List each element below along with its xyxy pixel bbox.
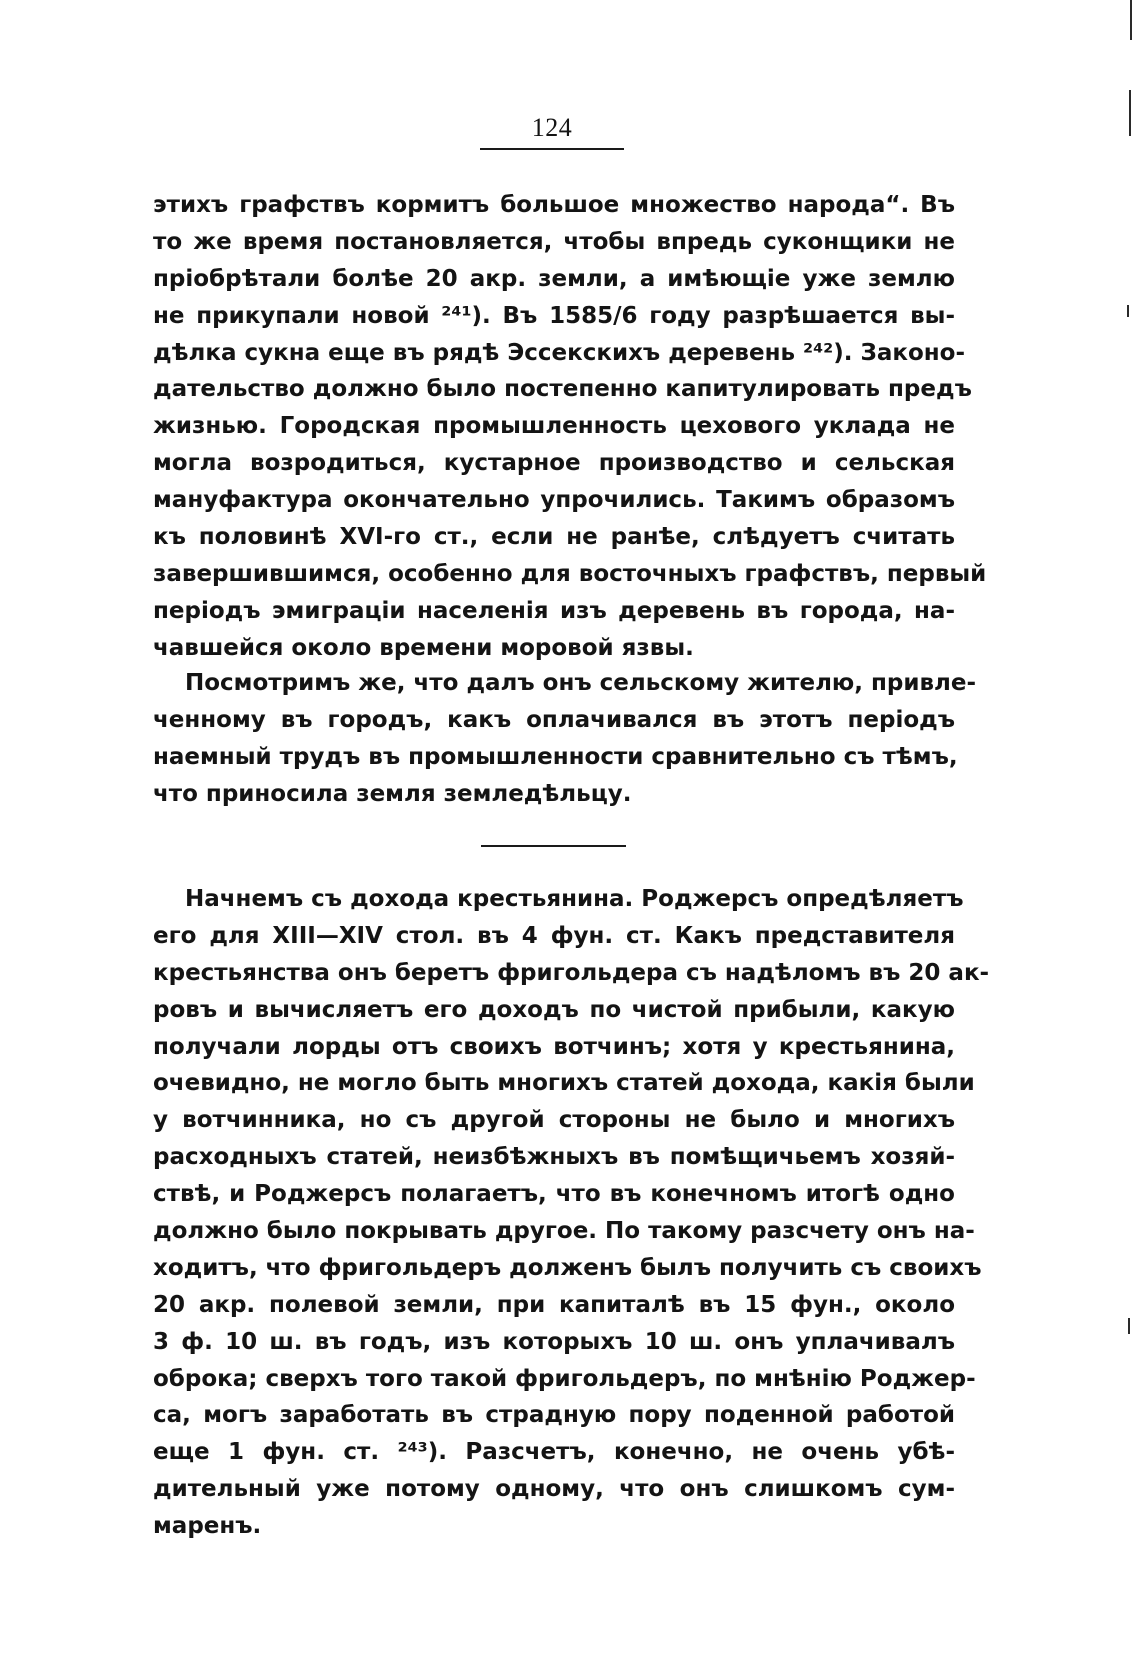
- text-line: Посмотримъ же, что далъ онъ сельскому жителю, привле-: [185, 670, 977, 696]
- page-number: 124: [531, 113, 573, 142]
- text-line: еще 1 фун. ст. ²⁴³). Разсчетъ, конечно, не очень убѣ-: [153, 1439, 955, 1466]
- text-line: Начнемъ съ дохода крестьянина. Роджерсъ опредѣляетъ: [185, 886, 964, 912]
- paragraph-2: [153, 665, 977, 813]
- text-line: дательство должно было постепенно капитулировать предъ: [153, 376, 972, 403]
- text-line: у вотчинника, но съ другой стороны не было и многихъ: [153, 1107, 955, 1134]
- text-line: ченному въ городъ, какъ оплачивался въ этотъ періодъ: [153, 706, 955, 733]
- text-line: къ половинѣ XVI-го ст., если не ранѣе, слѣдуетъ считать: [153, 524, 955, 551]
- text-line: ствѣ, и Роджерсъ полагаетъ, что въ конечномъ итогѣ одно: [153, 1181, 955, 1208]
- text-line: пріобрѣтали болѣе 20 акр. земли, а имѣющіе уже землю: [153, 265, 955, 292]
- paragraph-3: [153, 881, 990, 1545]
- text-line: то же время постановляется, чтобы впредь суконщики не: [153, 228, 955, 255]
- text-line: могла возродиться, кустарное производство и сельская: [153, 450, 955, 477]
- text-line: расходныхъ статей, неизбѣжныхъ въ помѣщичьемъ хозяй-: [153, 1144, 955, 1171]
- text-line: его для XIII—XIV стол. въ 4 фун. ст. Какъ представителя: [153, 922, 955, 949]
- text-line: маренъ.: [153, 1513, 262, 1540]
- text-line: дѣлка сукна еще въ рядѣ Эссекскихъ деревень ²⁴²). Законо-: [153, 339, 966, 366]
- text-line: оброка; сверхъ того такой фригольдеръ, по мнѣнію Роджер-: [153, 1365, 976, 1392]
- text-line: ровъ и вычисляетъ его доходъ по чистой прибыли, какую: [153, 996, 955, 1023]
- text-line: наемный трудъ въ промышленности сравнительно съ тѣмъ,: [153, 743, 958, 770]
- text-line: дительный уже потому одному, что онъ слишкомъ сум-: [153, 1476, 955, 1503]
- section-divider: [481, 845, 626, 847]
- text-line: 3 ф. 10 ш. въ годъ, изъ которыхъ 10 ш. онъ уплачивалъ: [153, 1328, 955, 1355]
- text-line: получали лорды отъ своихъ вотчинъ; хотя у крестьянина,: [153, 1033, 955, 1060]
- text-line: періодъ эмиграціи населенія изъ деревень въ города, на-: [153, 597, 955, 624]
- text-line: 20 акр. полевой земли, при капиталѣ въ 15 фун., около: [153, 1291, 955, 1318]
- scan-edge-mark: [1127, 305, 1129, 317]
- text-line: не прикупали новой ²⁴¹). Въ 1585/6 году разрѣшается вы-: [153, 302, 955, 329]
- text-line: чавшейся около времени моровой язвы.: [153, 634, 694, 661]
- scan-edge-mark: [1130, 0, 1132, 40]
- text-line: завершившимся, особенно для восточныхъ графствъ, первый: [153, 560, 987, 587]
- text-line: жизнью. Городская промышленность цехового уклада не: [153, 413, 955, 440]
- text-line: что приносила земля земледѣльцу.: [153, 780, 632, 807]
- text-line: должно было покрывать другое. По такому разсчету онъ на-: [153, 1218, 975, 1245]
- text-line: ходитъ, что фригольдеръ долженъ былъ получить съ своихъ: [153, 1254, 982, 1281]
- scan-edge-mark: [1129, 90, 1131, 136]
- paragraph-1: [153, 187, 987, 667]
- page-number-rule: [480, 148, 624, 150]
- text-line: крестьянства онъ беретъ фригольдера съ надѣломъ въ 20 ак-: [153, 959, 990, 986]
- text-line: мануфактура окончательно упрочились. Такимъ образомъ: [153, 487, 955, 514]
- text-line: этихъ графствъ кормитъ большое множество народа“. Въ: [153, 192, 955, 218]
- text-line: са, могъ заработать въ страдную пору поденной работой: [153, 1402, 955, 1429]
- scan-edge-mark: [1128, 1318, 1130, 1334]
- text-line: очевидно, не могло быть многихъ статей дохода, какія были: [153, 1070, 975, 1097]
